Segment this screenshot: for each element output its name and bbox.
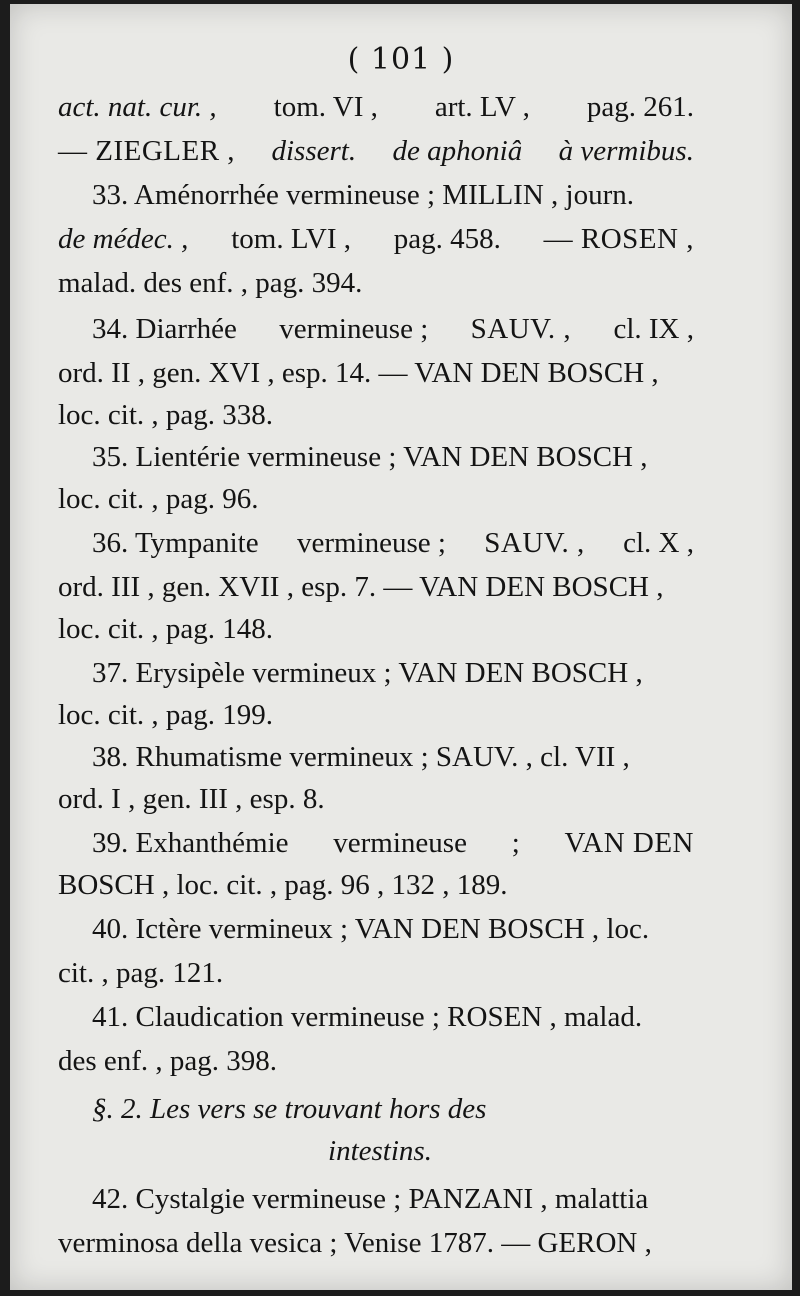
section-heading: §. 2. Les vers se trouvant hors des bbox=[92, 1093, 487, 1125]
page-number: ( 101 ) bbox=[347, 42, 455, 77]
text-line: 38. Rhumatisme vermineux ; SAUV. , cl. VII , bbox=[92, 741, 630, 773]
text-line: verminosa della vesica ; Venise 1787. — GERON , bbox=[58, 1227, 652, 1259]
text-line: 40. Ictère vermineux ; VAN DEN BOSCH , loc. bbox=[92, 913, 650, 945]
text-line: ord. III , gen. XVII , esp. 7. — VAN DEN BOSCH , bbox=[58, 571, 664, 603]
text-line: 34. Diarrhée vermineuse ; SAUV. , cl. IX , bbox=[92, 313, 694, 345]
text-line: ord. II , gen. XVI , esp. 14. — VAN DEN BOSCH , bbox=[58, 357, 659, 389]
section-heading-continued: intestins. bbox=[328, 1135, 432, 1167]
book-page bbox=[10, 4, 792, 1290]
text-line: loc. cit. , pag. 199. bbox=[58, 699, 274, 731]
text-line: loc. cit. , pag. 96. bbox=[58, 483, 259, 515]
text-line: malad. des enf. , pag. 394. bbox=[58, 267, 363, 299]
text-line: act. nat. cur. , tom. VI , art. LV , pag. 261. bbox=[58, 91, 694, 123]
text-line: 33. Aménorrhée vermineuse ; MILLIN , journ. bbox=[92, 179, 634, 211]
text-line: cit. , pag. 121. bbox=[58, 957, 224, 989]
text-line: 36. Tympanite vermineuse ; SAUV. , cl. X , bbox=[92, 527, 694, 559]
text-line: 42. Cystalgie vermineuse ; PANZANI , malattia bbox=[92, 1183, 649, 1215]
text-line: 35. Lientérie vermineuse ; VAN DEN BOSCH , bbox=[92, 441, 648, 473]
text-line: de médec. , tom. LVI , pag. 458. — ROSEN , bbox=[58, 223, 694, 255]
text-line: ord. I , gen. III , esp. 8. bbox=[58, 783, 325, 815]
text-line: 37. Erysipèle vermineux ; VAN DEN BOSCH , bbox=[92, 657, 643, 689]
text-line: des enf. , pag. 398. bbox=[58, 1045, 278, 1077]
text-line: — ZIEGLER , dissert. de aphoniâ à vermibus. bbox=[58, 135, 694, 167]
text-line: 39. Exhanthémie vermineuse ; VAN DEN bbox=[92, 827, 694, 859]
text-line: loc. cit. , pag. 338. bbox=[58, 399, 274, 431]
text-line: BOSCH , loc. cit. , pag. 96 , 132 , 189. bbox=[58, 869, 508, 901]
text-line: loc. cit. , pag. 148. bbox=[58, 613, 274, 645]
text-line: 41. Claudication vermineuse ; ROSEN , malad. bbox=[92, 1001, 643, 1033]
